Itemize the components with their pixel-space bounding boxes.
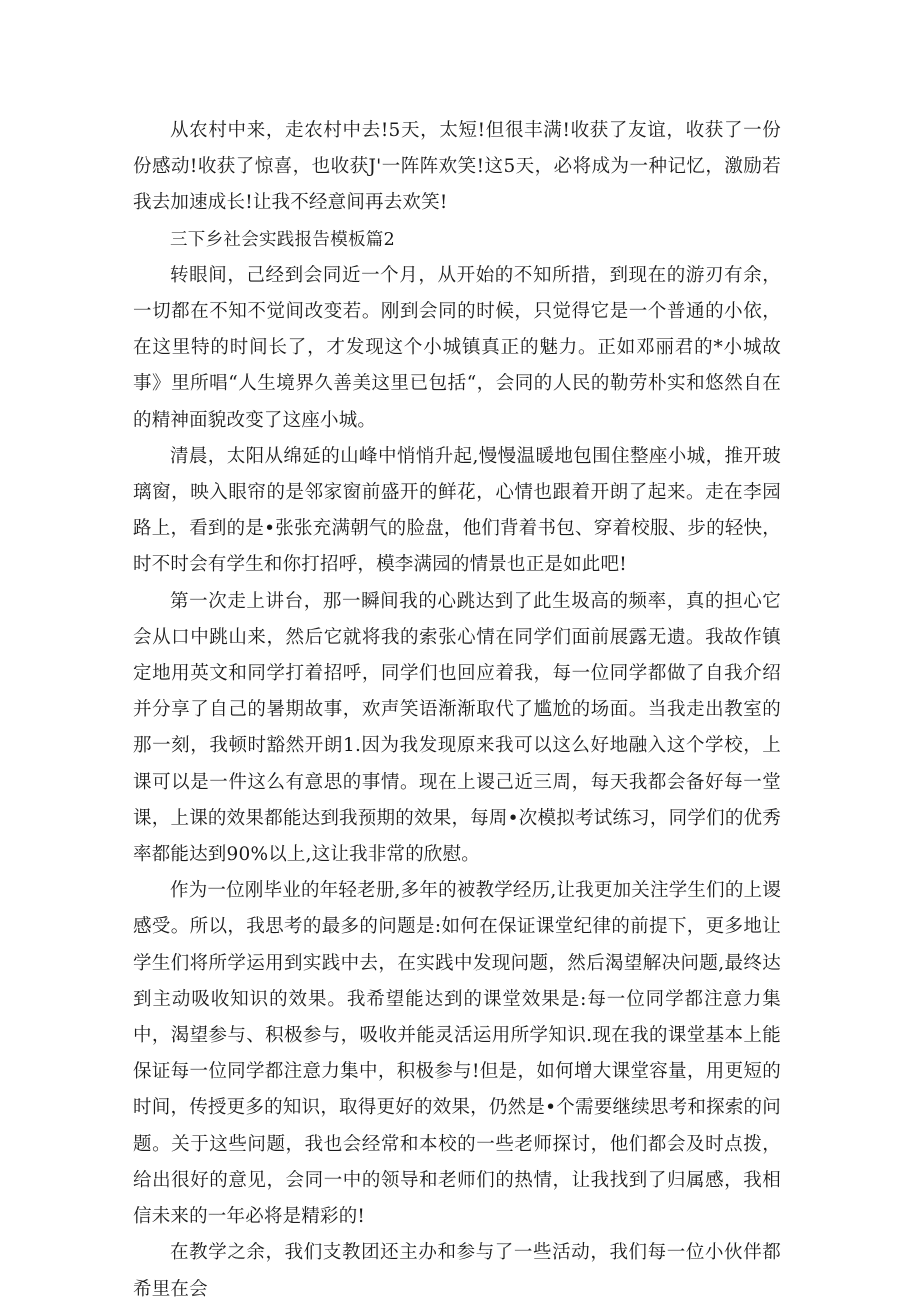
- paragraph-intro-ending: 从农村中来，走农村中去!5天，太短!但很丰满!收获了友谊，收获了一份份感动!收获了惊喜，也收获J'一阵阵欢笑!这5天，必将成为一种记忆，激励若我去加速成长!让我不经意间再去欢笑!: [133, 120, 781, 214]
- paragraph-teaching-reflection: 作为一位刚毕业的年轻老册,多年的被教学经历,让我更加关注学生们的上谡感受。所以，我思考的最多的问题是:如何在保证课堂纪律的前提下，更多地让学生们将所学运用到实践中去，在实践中发现问题，然后渴望解决问题,最终达到主动吸收知识的效果。我希望能达到的课堂效果是:每一位同学都注意力集中，渴望参与、积极参与，吸收并能灵活运用所学知识.现在我的课堂基本上能保证每一位同学都注意力集中，积极参与!但是，如何增大课堂容量，用更短的时间，传授更多的知识，取得更好的效果，仍然是•个需要继续思考和探索的问题。关于这些问题，我也会经常和本校的一些老师探讨，他们都会及时点拨，给出很好的意见，会同一中的领导和老师们的热情，让我找到了归属感，我相信未来的一年必将是精彩的!: [133, 880, 781, 1228]
- paragraph-arrival: 转眼间，己经到会同近一个月，从开始的不知所措，到现在的游刃有余，一切都在不知不觉间改变若。刚到会同的时候，只觉得它是一个普通的小依，在这里特的时间长了，才发现这个小城镇真正的魅力。正如邓丽君的*小城故事》里所唱“人生境界久善美这里已包括“，会同的人民的勒劳朴实和悠然自在的精神面貌改变了这座小城。: [133, 264, 781, 431]
- paragraph-first-class: 第一次走上讲台，那一瞬间我的心跳达到了此生圾高的频率，真的担心它会从口中跳山来，然后它就将我的索张心情在同学们面前展露无遗。我故作镇定地用英文和同学打着招呼，同学们也回应着我，每一位同学都做了自我介绍并分享了自己的暑期故事，欢声笑语渐渐取代了尴尬的场面。当我走出教室的那一刻，我顿时豁然开朗1.因为我发现原来我可以这么好地融入这个学校，上课可以是一件这么有意思的事情。现在上谡己近三周，每天我都会备好每一堂课，上课的效果都能达到我预期的效果，每周•次模拟考试练习，同学们的优秀率都能达到90%以上,这让我非常的欣慰。: [133, 590, 781, 866]
- document-body: [133, 113, 781, 1308]
- paragraph-activities: 在教学之余，我们支教团还主办和参与了一些活动，我们每一位小伙伴都希里在会: [133, 1242, 781, 1300]
- paragraph-morning: 清晨，太阳从绵延的山峰中悄悄升起,慢慢温暖地包围住整座小城，推开玻璃窗，映入眼帘的是邻家窗前盛开的鲜花，心情也跟着开朗了起来。走在李园路上，看到的是•张张充满朝气的脸盘，他们背着书包、穿着校服、步的轻快，时不时会有学生和你打招呼，模李满园的情景也正是如此吧!: [133, 445, 781, 576]
- section-heading: 三下乡社会实践报告模板篇2: [170, 229, 396, 250]
